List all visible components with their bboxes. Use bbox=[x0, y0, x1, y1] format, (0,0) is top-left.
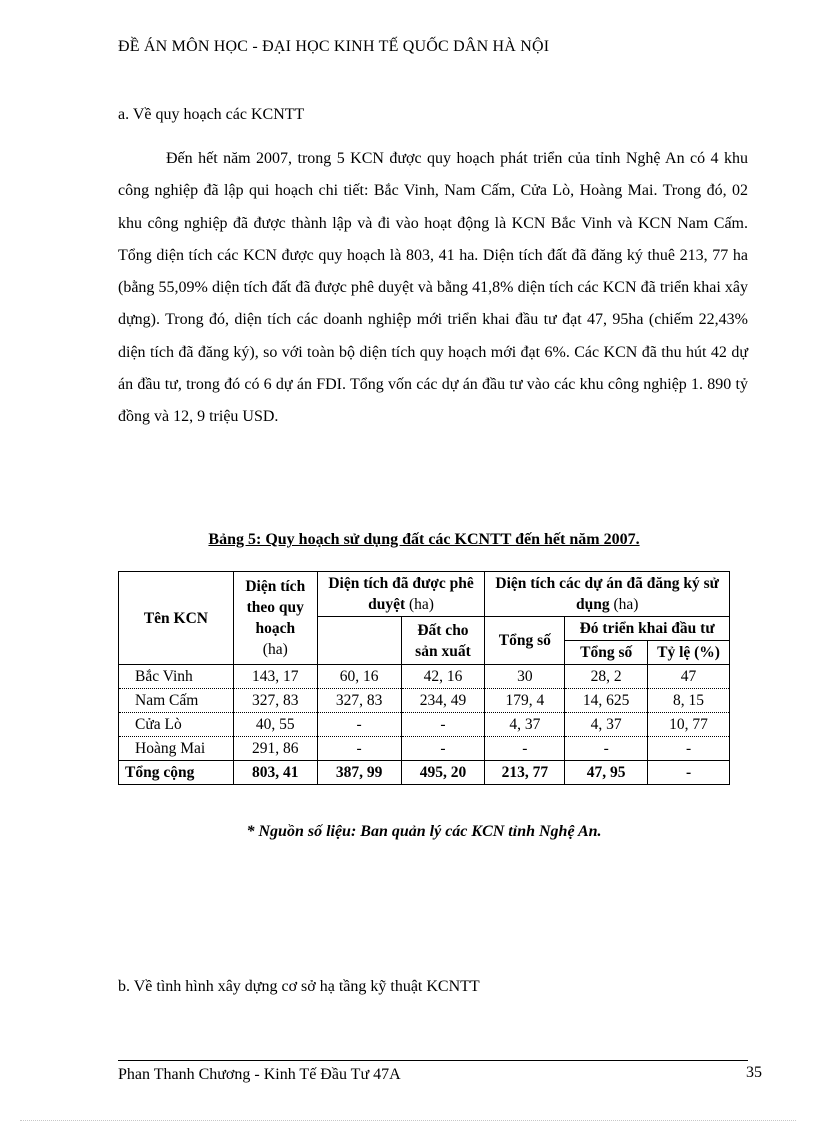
cell-production: - bbox=[401, 737, 485, 761]
cell-planned: 40, 55 bbox=[233, 713, 317, 737]
cell-name: Tổng cộng bbox=[119, 761, 234, 785]
page-edge-divider bbox=[20, 1120, 796, 1121]
table-total-row bbox=[119, 761, 730, 785]
planned-area-label: Diện tích theo quy hoạch bbox=[245, 578, 306, 637]
cell-approved: 327, 83 bbox=[317, 689, 401, 713]
approved-area-unit: (ha) bbox=[409, 596, 434, 613]
col-header-total: Tổng số bbox=[485, 617, 565, 665]
cell-production: 234, 49 bbox=[401, 689, 485, 713]
col-header-impl-ratio: Tỷ lệ (%) bbox=[648, 641, 730, 665]
table-row bbox=[119, 665, 730, 689]
cell-approved: - bbox=[317, 737, 401, 761]
registered-area-unit: (ha) bbox=[613, 596, 639, 613]
registered-area-label: Diện tích các dự án đã đăng ký sử dụng bbox=[495, 575, 719, 613]
cell-impl-ratio: - bbox=[648, 737, 730, 761]
col-header-production-land: Đất cho sản xuất bbox=[401, 617, 485, 665]
planned-area-unit: (ha) bbox=[262, 641, 288, 658]
col-header-registered-area bbox=[485, 572, 730, 617]
cell-production: 42, 16 bbox=[401, 665, 485, 689]
footer-author: Phan Thanh Chương - Kinh Tế Đầu Tư 47A bbox=[118, 1066, 401, 1083]
cell-name: Cửa Lò bbox=[119, 713, 234, 737]
page-header: ĐỀ ÁN MÔN HỌC - ĐẠI HỌC KINH TẾ QUỐC DÂN HÀ NỘI bbox=[118, 38, 550, 55]
land-use-table bbox=[118, 571, 730, 785]
cell-name: Hoàng Mai bbox=[119, 737, 234, 761]
cell-production: 495, 20 bbox=[401, 761, 485, 785]
cell-impl-ratio: 47 bbox=[648, 665, 730, 689]
col-header-approved-area bbox=[317, 572, 485, 617]
cell-impl-total: 4, 37 bbox=[565, 713, 648, 737]
cell-name: Bắc Vinh bbox=[119, 665, 234, 689]
cell-planned: 327, 83 bbox=[233, 689, 317, 713]
cell-impl-total: 47, 95 bbox=[565, 761, 648, 785]
col-header-name: Tên KCN bbox=[119, 572, 234, 665]
section-b-title: b. Về tình hình xây dựng cơ sở hạ tầng kỹ thuật KCNTT bbox=[118, 978, 480, 995]
section-a-title: a. Về quy hoạch các KCNTT bbox=[118, 106, 305, 123]
footer-divider bbox=[118, 1060, 748, 1061]
cell-registered: - bbox=[485, 737, 565, 761]
cell-approved: 60, 16 bbox=[317, 665, 401, 689]
cell-impl-ratio: - bbox=[648, 761, 730, 785]
table-caption: Bảng 5: Quy hoạch sử dụng đất các KCNTT đến hết năm 2007. bbox=[208, 531, 640, 548]
cell-impl-ratio: 8, 15 bbox=[648, 689, 730, 713]
table-row bbox=[119, 689, 730, 713]
cell-planned: 143, 17 bbox=[233, 665, 317, 689]
col-header-impl-total: Tổng số bbox=[565, 641, 648, 665]
cell-registered: 30 bbox=[485, 665, 565, 689]
cell-approved: 387, 99 bbox=[317, 761, 401, 785]
cell-registered: 179, 4 bbox=[485, 689, 565, 713]
cell-planned: 803, 41 bbox=[233, 761, 317, 785]
body-paragraph: Đến hết năm 2007, trong 5 KCN được quy hoạch phát triển của tỉnh Nghệ An có 4 khu công nghiệp đã lập qui hoạch chi tiết: Bắc Vinh, Nam Cấm, Cửa Lò, Hoàng Mai. Trong đó, 02 khu công nghiệp đã được thành lập và đi vào hoạt động là KCN Bắc Vinh và KCN Nam Cấm. Tổng diện tích các KCN được quy hoạch là 803, 41 ha. Diện tích đất đã đăng ký thuê 213, 77 ha (bằng 55,09% diện tích đất đã được phê duyệt và bằng 41,8% diện tích các KCN đã triển khai xây dựng). Trong đó, diện tích các doanh nghiệp mới triển khai đầu tư đạt 47, 95ha (chiếm 22,43% diện tích đã đăng ký), so với toàn bộ diện tích quy hoạch mới đạt 6%. Các KCN đã thu hút 42 dự án đầu tư, trong đó có 6 dự án FDI. Tổng vốn các dự án đầu tư vào các khu công nghiệp 1. 890 tỷ đồng và 12, 9 triệu USD. bbox=[118, 150, 748, 426]
col-header-planned-area bbox=[233, 572, 317, 665]
cell-impl-total: 14, 625 bbox=[565, 689, 648, 713]
table-row bbox=[119, 737, 730, 761]
cell-impl-ratio: 10, 77 bbox=[648, 713, 730, 737]
cell-approved: - bbox=[317, 713, 401, 737]
table-row bbox=[119, 713, 730, 737]
cell-impl-total: 28, 2 bbox=[565, 665, 648, 689]
cell-name: Nam Cấm bbox=[119, 689, 234, 713]
cell-registered: 213, 77 bbox=[485, 761, 565, 785]
page-number: 35 bbox=[746, 1064, 762, 1081]
cell-planned: 291, 86 bbox=[233, 737, 317, 761]
col-header-implemented: Đó triển khai đầu tư bbox=[565, 617, 730, 641]
col-header-approved-blank bbox=[317, 617, 401, 665]
table-source-note: * Nguồn số liệu: Ban quản lý các KCN tỉnh Nghệ An. bbox=[246, 823, 602, 840]
cell-impl-total: - bbox=[565, 737, 648, 761]
approved-area-label: Diện tích đã được phê duyệt bbox=[328, 575, 474, 613]
cell-production: - bbox=[401, 713, 485, 737]
cell-registered: 4, 37 bbox=[485, 713, 565, 737]
